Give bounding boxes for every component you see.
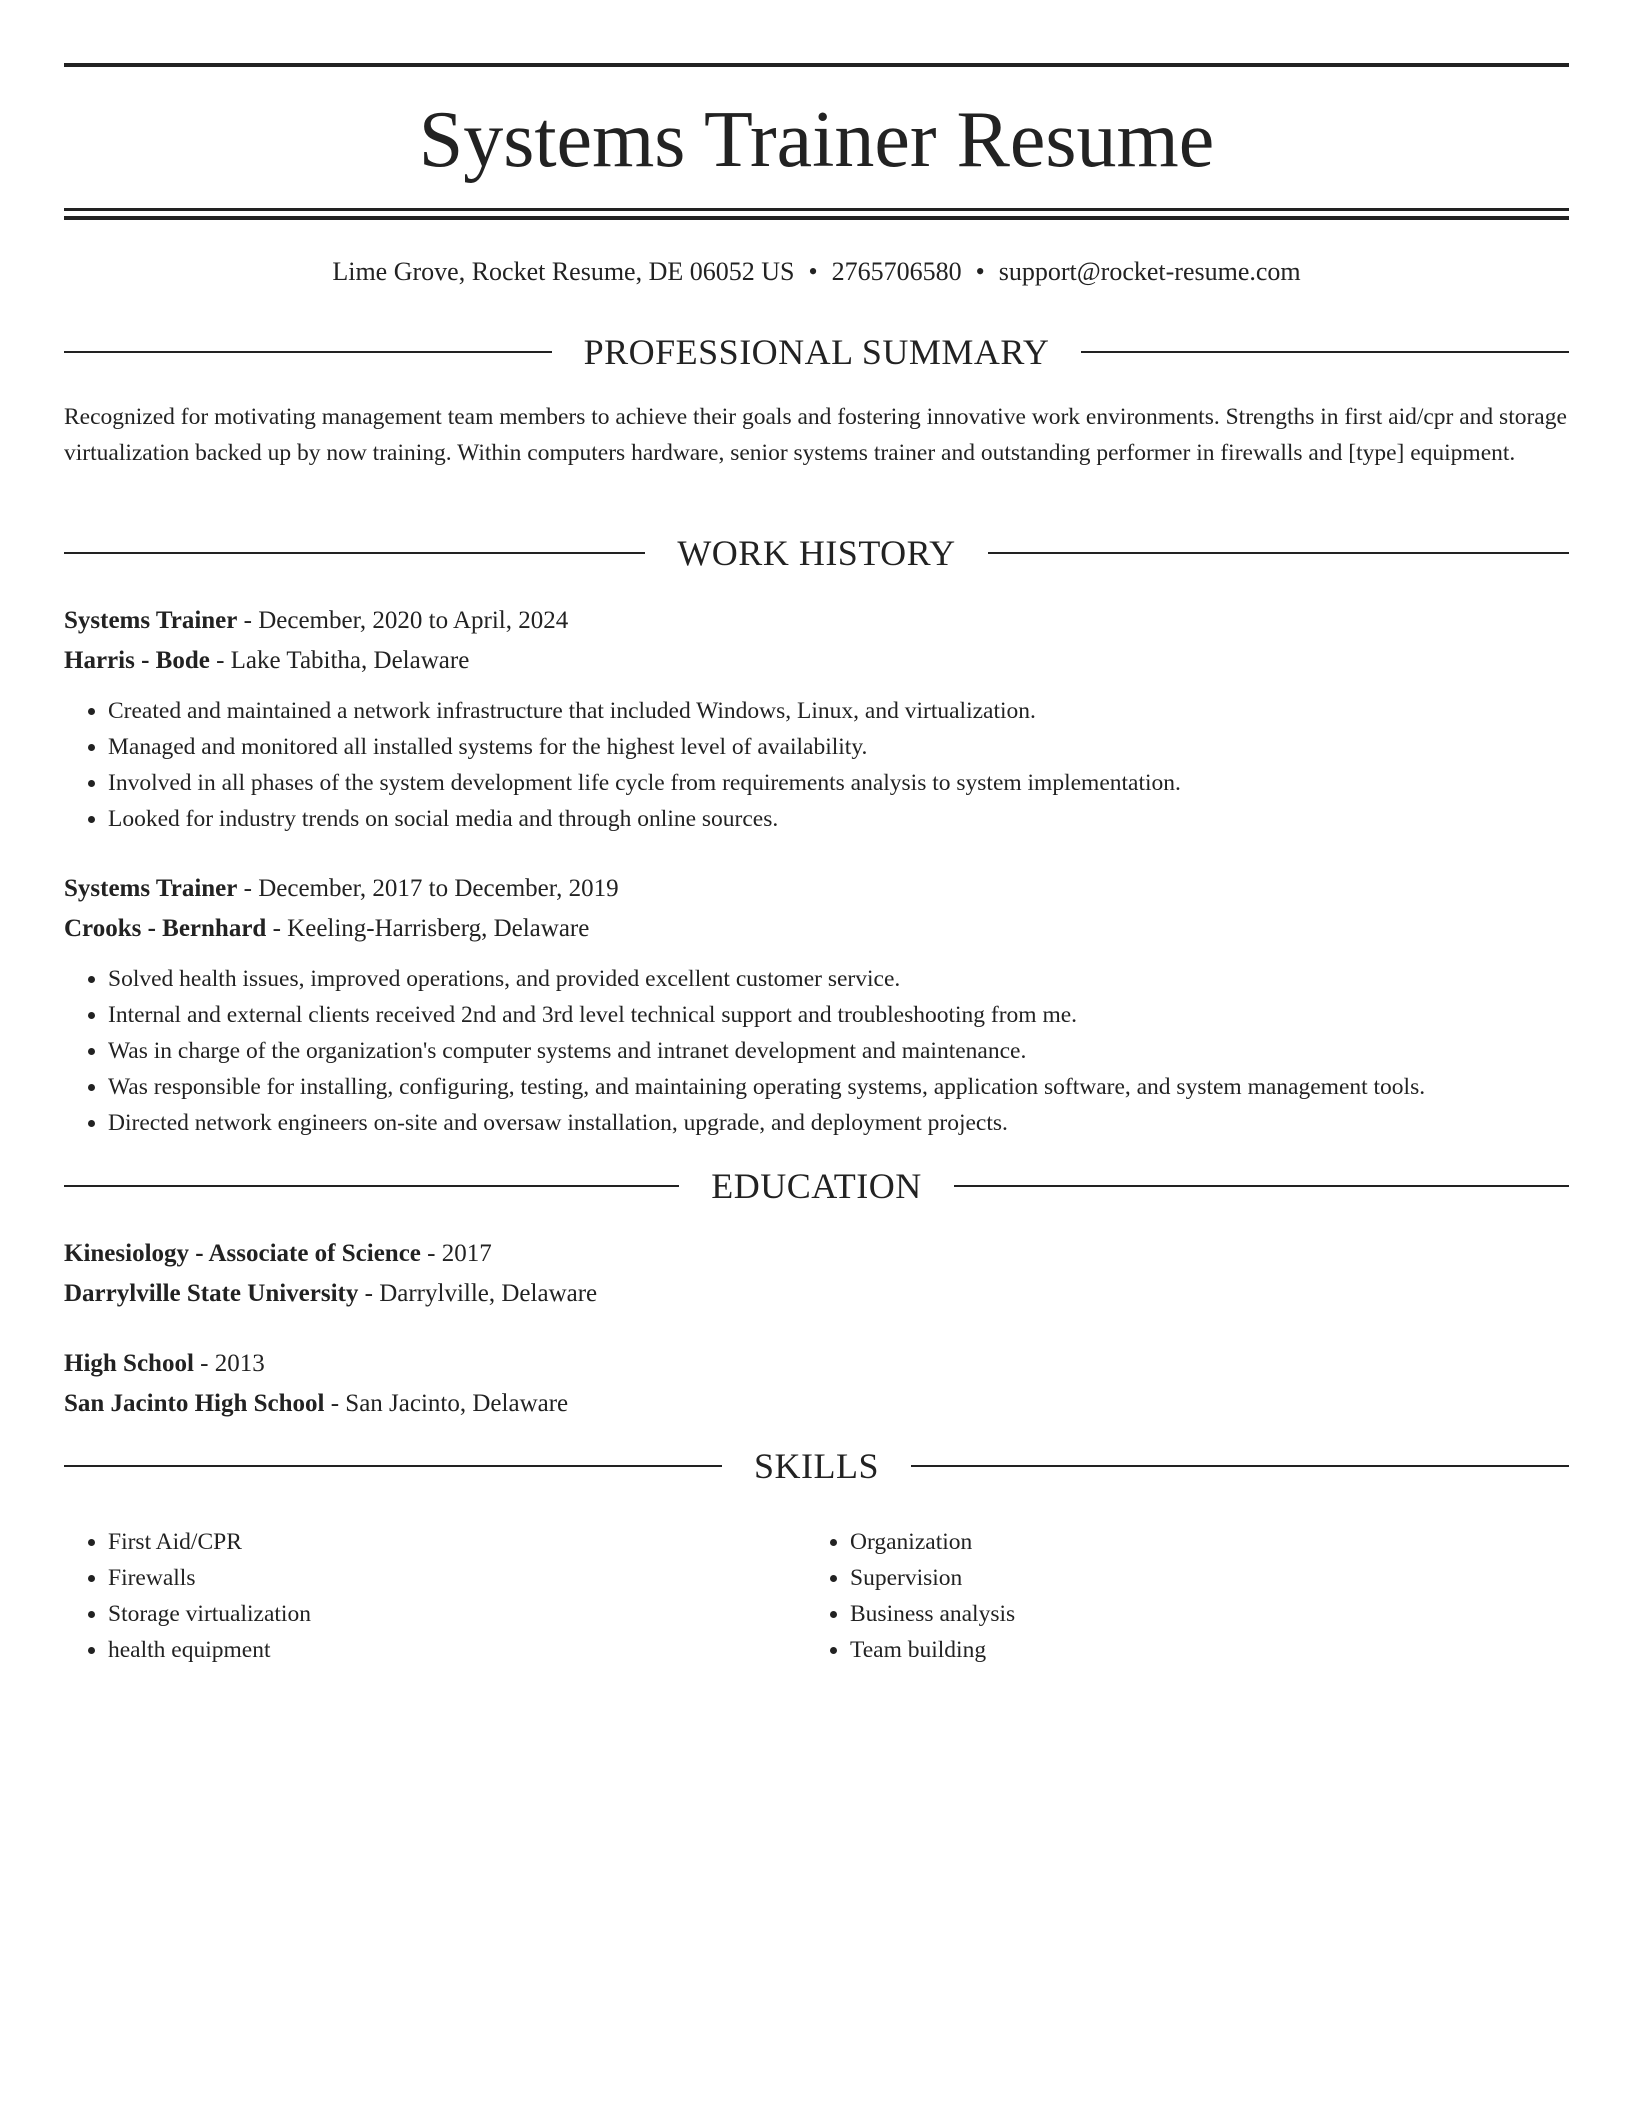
skill-item: • Supervision [850, 1560, 1548, 1596]
section-title: SKILLS [754, 1446, 880, 1486]
heading-rule [64, 1185, 679, 1187]
education-entry [64, 1234, 1569, 1314]
job-bullet: • Was responsible for installing, configuring, testing, and maintaining operating systems, application software, and system management tools. [108, 1069, 1569, 1105]
education-degree: High School [64, 1350, 194, 1377]
education-school: San Jacinto High School [64, 1390, 325, 1417]
job-bullet: • Directed network engineers on-site and oversaw installation, upgrade, and deployment projects. [108, 1105, 1569, 1141]
job-title: Systems Trainer [64, 875, 238, 902]
education-year: - 2017 [427, 1240, 492, 1267]
education-year: - 2013 [200, 1350, 265, 1377]
skill-item: • Storage virtualization [108, 1596, 806, 1632]
skills-column-left [64, 1524, 806, 1668]
skill-item: • First Aid/CPR [108, 1524, 806, 1560]
skill-item: • Firewalls [108, 1560, 806, 1596]
job-dates: - December, 2020 to April, 2024 [243, 607, 569, 634]
skill-item: • Organization [850, 1524, 1548, 1560]
education-degree: Kinesiology - Associate of Science [64, 1240, 421, 1267]
title-top-rule [64, 63, 1569, 67]
education-location: - Darrylville, Delaware [364, 1280, 598, 1307]
skills-column-right [806, 1524, 1548, 1668]
skills-heading [64, 1444, 1569, 1488]
contact-separator: • [975, 257, 985, 286]
summary-heading [64, 330, 1569, 374]
job-company: Harris - Bode [64, 647, 210, 674]
job-title-line [64, 601, 1569, 641]
job-location: - Keeling-Harrisberg, Delaware [272, 915, 590, 942]
job-bullets [64, 961, 1569, 1141]
section-title: WORK HISTORY [677, 533, 956, 573]
job-bullet: • Internal and external clients received 2nd and 3rd level technical support and troubleshooting from me. [108, 997, 1569, 1033]
skills-bullets [806, 1524, 1548, 1668]
skills-bullets [64, 1524, 806, 1668]
job-bullet: • Managed and monitored all installed systems for the highest level of availability. [108, 729, 1569, 765]
job-title-line [64, 869, 1569, 909]
job-entry [64, 869, 1569, 1141]
job-company: Crooks - Bernhard [64, 915, 267, 942]
skill-item: • health equipment [108, 1632, 806, 1668]
job-company-line [64, 909, 1569, 949]
contact-line [64, 254, 1569, 290]
skill-item: • Team building [850, 1632, 1548, 1668]
resume-title: Systems Trainer Resume [418, 96, 1215, 184]
job-bullet: • Looked for industry trends on social media and through online sources. [108, 801, 1569, 837]
title-bottom-rule-thick [64, 216, 1569, 220]
job-dates: - December, 2017 to December, 2019 [243, 875, 619, 902]
skill-item: • Business analysis [850, 1596, 1548, 1632]
education-school-line [64, 1384, 1569, 1424]
education-heading [64, 1164, 1569, 1208]
job-title: Systems Trainer [64, 607, 238, 634]
heading-rule [1081, 351, 1569, 353]
section-title: EDUCATION [711, 1166, 922, 1206]
contact-email: support@rocket-resume.com [998, 257, 1301, 286]
heading-rule [64, 351, 552, 353]
heading-rule [911, 1465, 1569, 1467]
contact-address: Lime Grove, Rocket Resume, DE 06052 US [332, 257, 795, 286]
summary-text: Recognized for motivating management team members to achieve their goals and fostering innovative work environments. Strengths in first aid/cpr and storage virtualization backed up by now training. Within computers hardware, senior systems trainer and outstanding performer in firewalls and [type] equipment. [64, 404, 1567, 466]
job-bullet: • Created and maintained a network infrastructure that included Windows, Linux, and virtualization. [108, 693, 1569, 729]
education-degree-line [64, 1344, 1569, 1384]
job-bullet: • Solved health issues, improved operations, and provided excellent customer service. [108, 961, 1569, 997]
education-school-line [64, 1274, 1569, 1314]
education-entry [64, 1344, 1569, 1424]
job-location: - Lake Tabitha, Delaware [216, 647, 470, 674]
heading-rule [954, 1185, 1569, 1187]
heading-rule [64, 1465, 722, 1467]
work-history-heading [64, 531, 1569, 575]
heading-rule [64, 552, 645, 554]
job-bullet: • Was in charge of the organization's computer systems and intranet development and maintenance. [108, 1033, 1569, 1069]
job-bullets [64, 693, 1569, 837]
education-school: Darrylville State University [64, 1280, 359, 1307]
job-bullet: • Involved in all phases of the system development life cycle from requirements analysis to system implementation. [108, 765, 1569, 801]
heading-rule [988, 552, 1569, 554]
skills-list [64, 1524, 1569, 1668]
education-location: - San Jacinto, Delaware [330, 1390, 569, 1417]
contact-phone: 2765706580 [831, 257, 962, 286]
section-title: PROFESSIONAL SUMMARY [583, 332, 1050, 372]
contact-separator: • [808, 257, 818, 286]
job-company-line [64, 641, 1569, 681]
title-bottom-rule [64, 208, 1569, 211]
job-entry [64, 601, 1569, 837]
education-degree-line [64, 1234, 1569, 1274]
